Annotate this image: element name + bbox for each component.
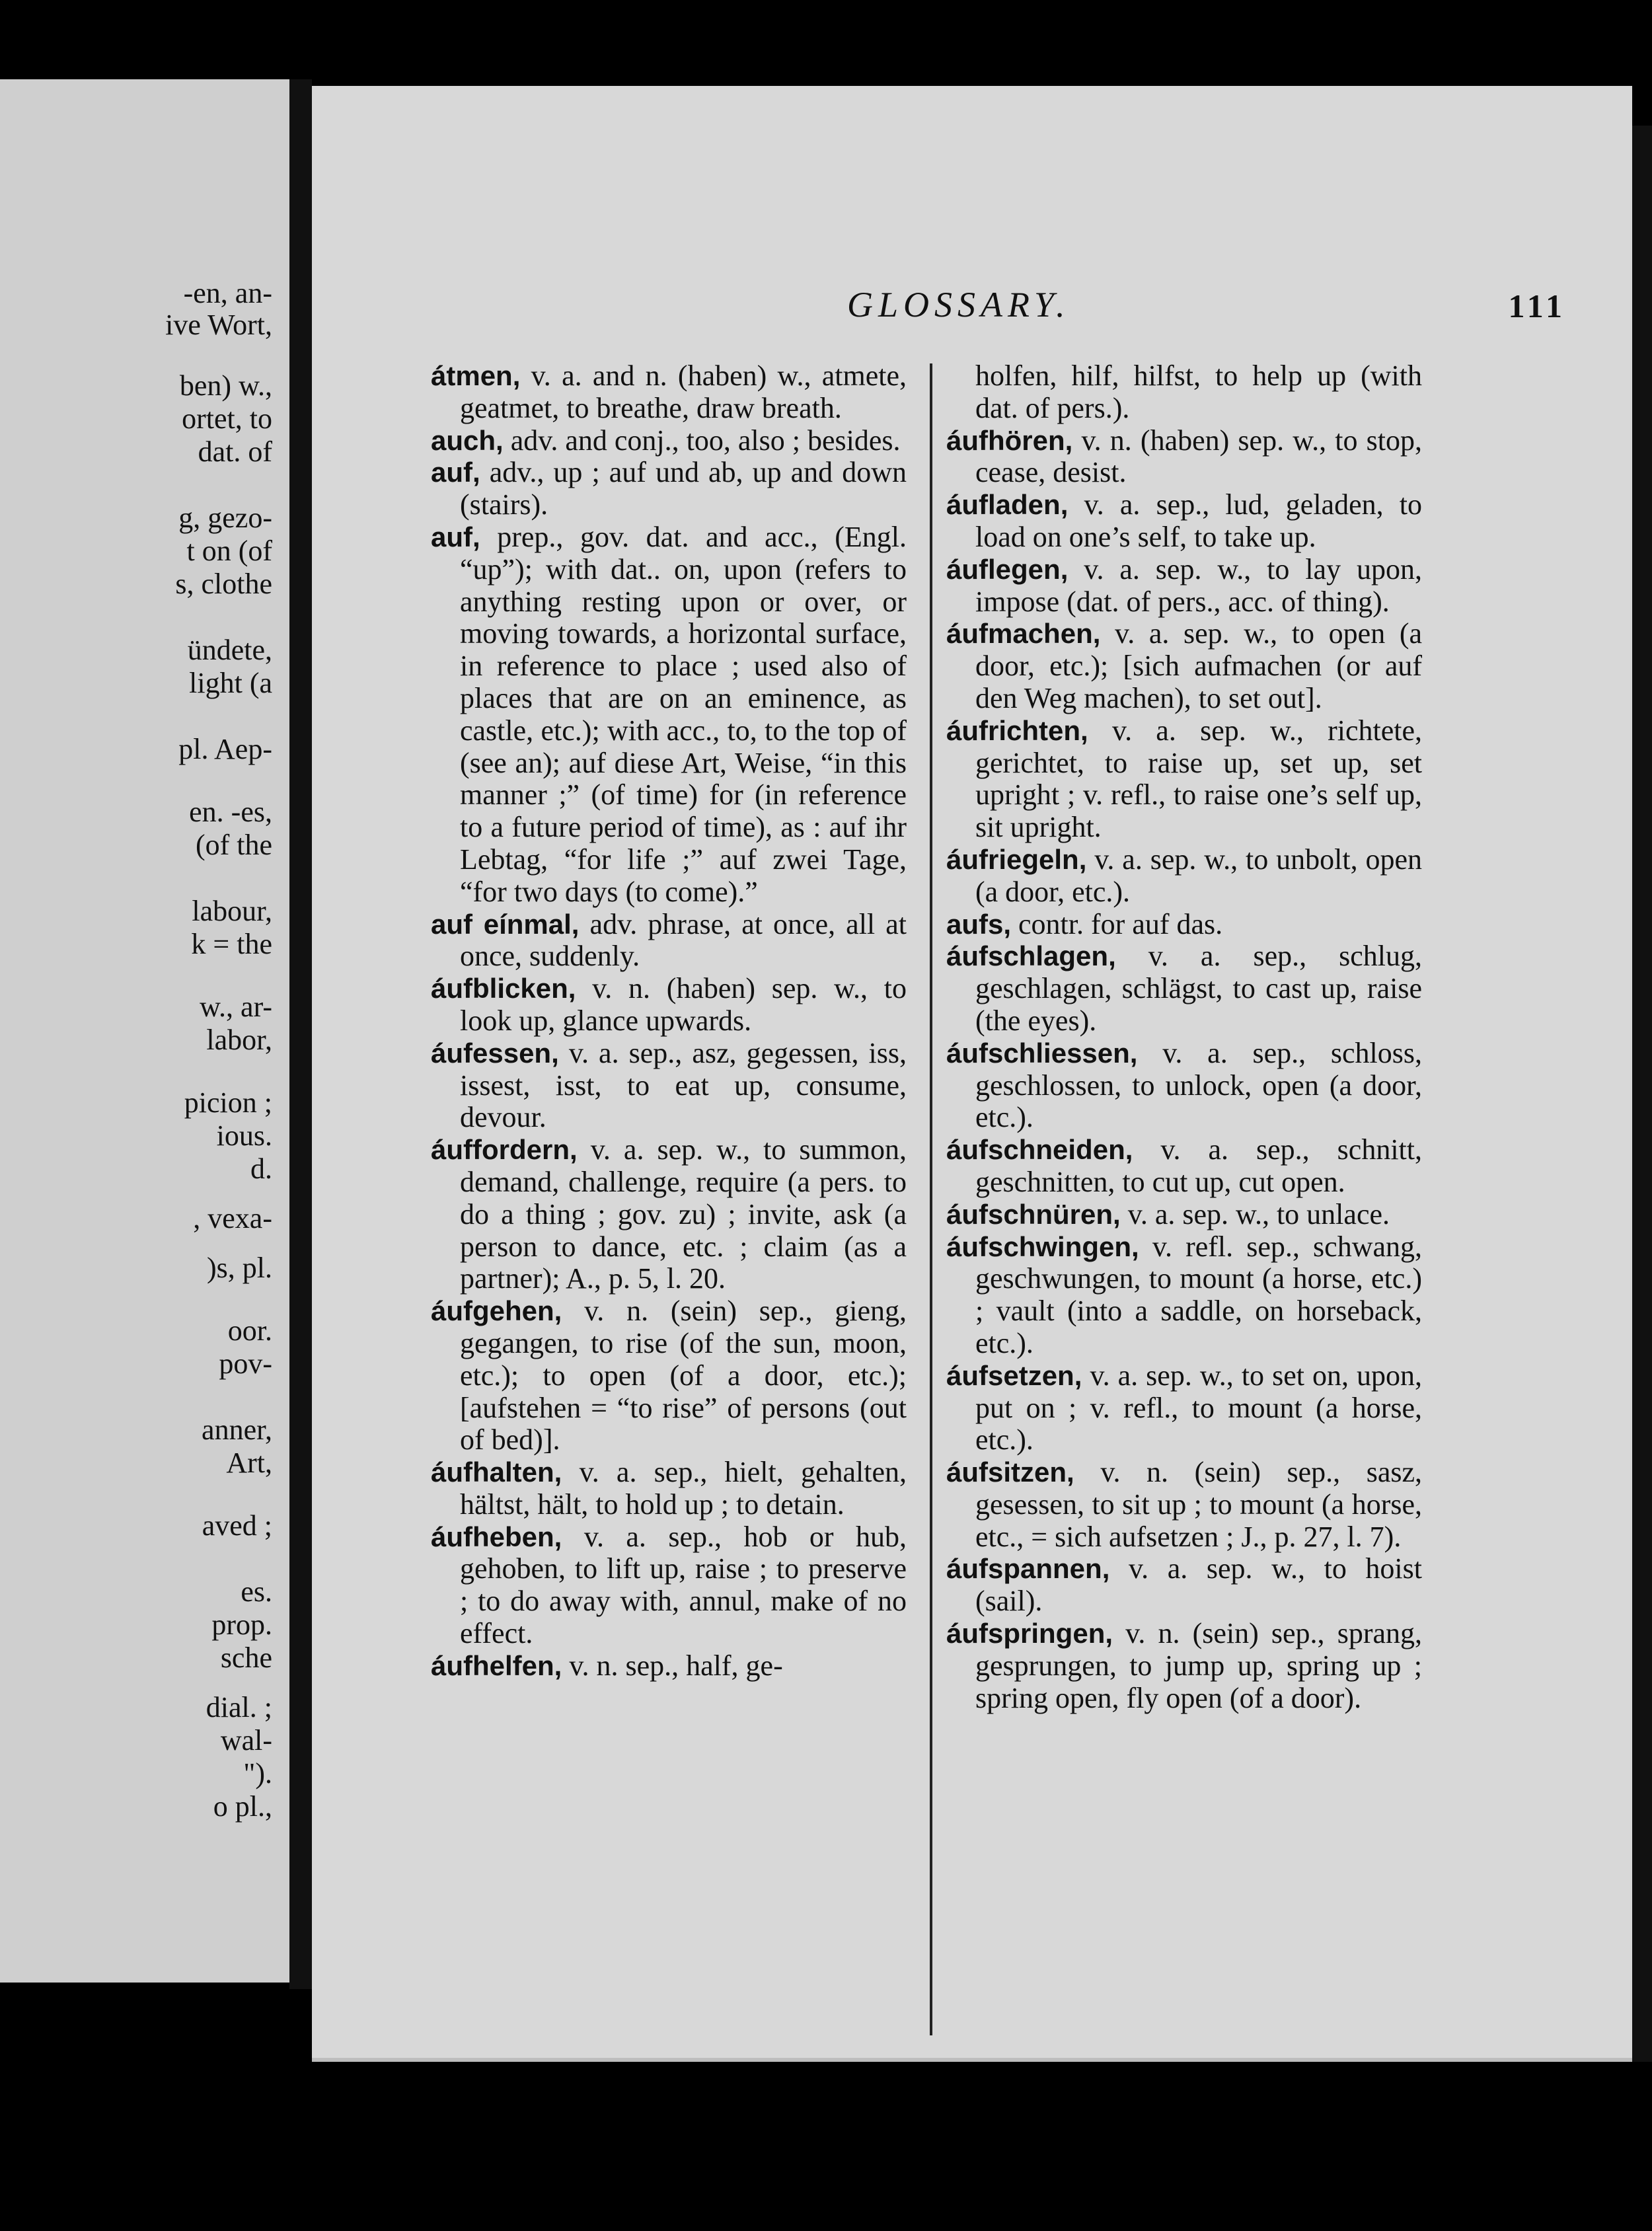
glossary-entry [431,1650,907,1683]
facing-page-text-fragment: pl. Aep- [178,733,272,765]
entry-definition: v. a. sep., hielt, gehalten, hältst, hält, to hold up ; to detain. [460,1456,907,1521]
column-divider [930,363,932,2035]
facing-page-text-fragment: pov- [219,1347,272,1380]
glossary-column-right [946,360,1422,1714]
facing-page-text-fragment: d. [250,1153,272,1185]
entry-headword: áufschneiden, [946,1134,1133,1166]
glossary-entry [946,360,1422,425]
facing-page-text-fragment: light (a [189,667,272,699]
entry-headword: áufschwingen, [946,1230,1139,1262]
entry-headword: áufheben, [431,1521,562,1552]
facing-page-text-fragment: anner, [202,1414,272,1446]
page-header [312,284,1632,337]
glossary-entry [431,457,907,521]
entry-headword: áufblicken, [431,973,576,1004]
entry-definition: v. refl. sep., schwang, geschwungen, to mount (a horse, etc.) ; vault (into a saddle, on horseback, etc.). [975,1230,1423,1359]
glossary-entry [431,1521,907,1650]
glossary-entry [946,618,1422,714]
glossary-entry [431,1038,907,1134]
facing-page-text-fragment: dial. ; [206,1691,272,1723]
entry-headword: áufmachen, [946,618,1101,650]
entry-headword: áufsitzen, [946,1456,1074,1488]
entry-headword: aufs, [946,908,1012,940]
entry-definition: v. a. and n. (haben) w., atmete, geatmet, to breathe, draw breath. [460,359,907,424]
entry-headword: áufschliessen, [946,1037,1138,1069]
entry-definition: v. a. sep. w., to set on, upon, put on ; v. refl., to mount (a horse, etc.). [975,1359,1423,1456]
previous-page-edge [0,79,289,1983]
facing-page-text-fragment: )s, pl. [207,1252,272,1284]
facing-page-text-fragment: Art, [226,1447,272,1479]
facing-page-text-fragment: ive Wort, [165,309,272,341]
entry-headword: áufhelfen, [431,1649,562,1681]
facing-page-text-fragment: en. -es, [189,796,272,828]
entry-definition: v. a. sep. w., to unlace. [1127,1197,1390,1230]
glossary-entry [946,1134,1422,1199]
entry-definition: v. n. (sein) sep., sprang, gesprungen, to jump up, spring up ; spring open, fly open (of a door). [975,1617,1423,1714]
entry-headword: auf, [431,521,480,552]
facing-page-text-fragment: labour, [192,895,272,927]
entry-headword: áufschlagen, [946,940,1116,972]
facing-page-text-fragment: ortet, to [182,402,272,435]
entry-definition: v. n. (sein) sep., gieng, gegangen, to rise (of the sun, moon, etc.); to open (of a door, etc.); [aufstehen = “to rise” of persons (out of bed)]. [460,1295,907,1456]
entry-headword: auch, [431,424,504,456]
entry-headword: áufspringen, [946,1618,1113,1649]
facing-page-text-fragment: wal- [220,1724,272,1757]
entry-headword: áufessen, [431,1037,559,1069]
glossary-entry [946,844,1422,909]
glossary-entry [946,1456,1422,1553]
facing-page-text-fragment: -en, an- [183,277,272,309]
entry-definition: v. a. sep. w., to lay upon, impose (dat. of pers., acc. of thing). [975,552,1422,618]
facing-page-text-fragment: ben) w., [179,369,272,402]
entry-headword: áufspannen, [946,1553,1110,1585]
facing-page-text-fragment: "). [243,1757,272,1790]
facing-page-text-fragment: w., ar- [200,991,272,1023]
facing-page-text-fragment: dat. of [198,435,272,468]
entry-definition: v. a. sep., asz, gegessen, iss, issest, isst, to eat up, consume, devour. [460,1036,907,1134]
entry-definition: v. n. (sein) sep., sasz, gesessen, to sit up ; to mount (a horse, etc., = sich aufsetzen ; J., p. 27, l. 7). [975,1456,1423,1553]
glossary-entry [431,521,907,909]
glossary-entry [946,1618,1422,1714]
entry-headword: auf eínmal, [431,908,580,940]
facing-page-text-fragment: g, gezo- [178,502,272,534]
glossary-column-left [431,360,907,1683]
facing-page-text-fragment: , vexa- [193,1202,272,1234]
facing-page-text-fragment: s, clothe [175,568,272,600]
glossary-entry [946,909,1422,941]
facing-page-text-fragment: labor, [206,1024,272,1056]
facing-page-text-fragment: oor. [227,1314,272,1347]
entry-headword: áuffordern, [431,1134,578,1166]
entry-definition: prep., gov. dat. and acc., (Engl. “up”); with dat.. on, upon (refers to anything resting upon or over, or moving towards, a horizontal surface, in reference to place ; used also of places that are on an eminence, as castle, etc.); with acc., to, to the top of (see an); auf diese Art, Weise, “in this manner ;” (of time) for (in reference to a future period of time), as : auf ihr Lebtag, “for life ;” auf zwei Tage, “for two days (to come).” [460,520,907,908]
entry-headword: auf, [431,457,480,488]
entry-definition: v. a. sep. w., to hoist (sail). [975,1552,1423,1618]
glossary-entry [946,1199,1422,1231]
entry-headword: áufladen, [946,489,1069,521]
entry-definition: adv. and conj., too, also ; besides. [510,424,901,457]
entry-definition: v. n. (haben) sep. w., to stop, cease, desist. [975,424,1423,489]
facing-page-text-fragment: es. [241,1575,272,1608]
glossary-entry [946,715,1422,844]
facing-page-text-fragment: aved ; [202,1509,272,1542]
glossary-entry [431,425,907,457]
facing-page-text-fragment: k = the [191,928,272,960]
entry-definition: v. n. sep., half, ge- [569,1649,783,1682]
facing-page-text-fragment: picion ; [184,1086,272,1119]
entry-headword: áufriegeln, [946,843,1087,875]
facing-page-text-fragment: o pl., [213,1790,272,1823]
entry-definition: v. a. sep., schnitt, geschnitten, to cut up, cut open. [975,1133,1422,1198]
entry-headword: áuflegen, [946,553,1069,585]
glossary-entry [946,554,1422,619]
page-edge-shadow [1632,126,1652,2062]
entry-definition: v. n. (haben) sep. w., to look up, glance upwards. [460,972,907,1037]
entry-definition: v. a. sep. w., to open (a door, etc.); [sich aufmachen (or auf den Weg machen), to set out]. [975,617,1423,714]
glossary-entry [946,1553,1422,1618]
entry-definition: v. a. sep., hob or hub, gehoben, to lift up, raise ; to preserve ; to do away with, annul, make of no effect. [460,1520,907,1650]
facing-page-text-fragment: t on (of [186,535,272,567]
entry-definition: v. a. sep., lud, geladen, to load on one’s self, to take up. [975,488,1422,553]
entry-definition: v. a. sep., schloss, geschlossen, to unlock, open (a door, etc.). [975,1036,1423,1134]
page-number: 111 [1508,287,1566,324]
glossary-entry [431,1134,907,1295]
facing-page-text-fragment: sche [220,1642,272,1674]
entry-headword: áufrichten, [946,714,1088,746]
entry-definition: v. a. sep., schlug, geschlagen, schlägst, to cast up, raise (the eyes). [975,940,1423,1037]
entry-headword: átmen, [431,360,521,391]
facing-page-text-fragment: ündete, [187,634,272,666]
entry-definition: adv., up ; auf und ab, up and down (stairs). [460,456,907,521]
entry-headword: áufsetzen, [946,1359,1082,1391]
entry-definition: holfen, hilf, hilfst, to help up (with dat. of pers.). [975,359,1422,424]
glossary-entry [946,489,1422,554]
entry-definition: v. a. sep. w., to summon, demand, challenge, require (a pers. to do a thing ; gov. zu) ; invite, ask (a person to dance, etc. ; claim (as a partner); A., p. 5, l. 20. [460,1133,907,1295]
running-title: GLOSSARY. [847,285,1070,324]
entry-headword: áufgehen, [431,1295,562,1327]
glossary-entry [431,1456,907,1521]
entry-definition: adv. phrase, at once, all at once, suddenly. [460,907,907,973]
glossary-entry [431,973,907,1038]
facing-page-text-fragment: prop. [211,1608,272,1641]
glossary-entry [946,425,1422,490]
facing-page-text-fragment: ious. [216,1119,272,1152]
glossary-entry [431,909,907,973]
entry-headword: áufhalten, [431,1456,562,1488]
glossary-entry [946,940,1422,1037]
facing-page-text-fragment: (of the [195,829,272,861]
page-gutter [289,79,312,1989]
glossary-entry [946,1231,1422,1360]
glossary-entry [431,1295,907,1456]
entry-definition: v. a. sep. w., richtete, gerichtet, to raise up, set up, set upright ; v. refl., to raise one’s self up, sit upright. [975,714,1423,844]
entry-headword: áufschnüren, [946,1198,1121,1230]
glossary-entry [946,1038,1422,1134]
glossary-entry [946,1360,1422,1456]
glossary-page [312,86,1632,2062]
glossary-entry [431,360,907,425]
entry-definition: contr. for auf das. [1018,907,1223,940]
entry-headword: áufhören, [946,424,1073,456]
entry-definition: v. a. sep. w., to unbolt, open (a door, etc.). [975,843,1423,908]
